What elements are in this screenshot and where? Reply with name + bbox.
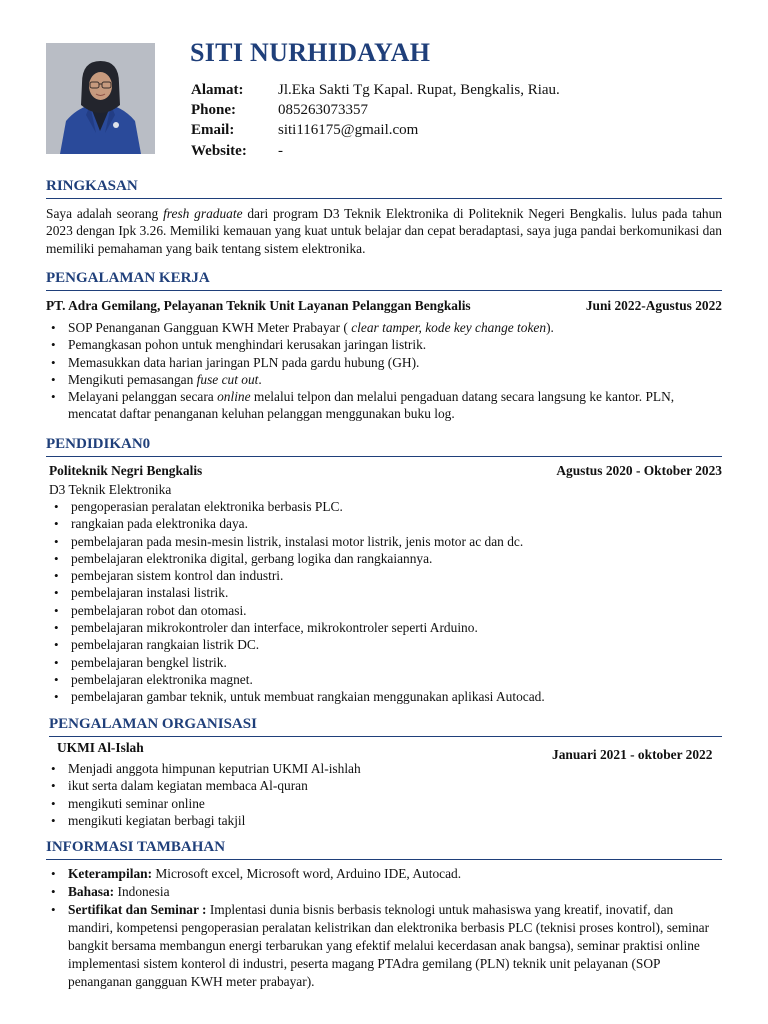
company-name: PT. Adra Gemilang, Pelayanan Teknik Unit Layanan Pelanggan Bengkalis <box>46 298 471 313</box>
list-item: • pembelajaran elektronika magnet. <box>49 671 722 688</box>
list-item: • pembelajaran mikrokontroler dan interface, mikrokontroler seperti Arduino. <box>49 619 722 636</box>
contact-label: Alamat: <box>191 81 244 98</box>
list-item: • Bahasa: Indonesia <box>46 883 722 901</box>
contact-label: Email: <box>191 122 235 139</box>
organization-list <box>46 760 722 829</box>
education-header <box>49 462 722 479</box>
profile-photo <box>46 43 155 154</box>
additional-list <box>46 865 722 991</box>
experience-header <box>46 297 722 314</box>
contact-website <box>191 141 560 161</box>
section-title-education: PENDIDIKAN0 <box>46 435 722 457</box>
contact-value: siti116175@gmail.com <box>278 122 419 139</box>
contact-email <box>191 121 560 141</box>
list-item: • pengoperasian peralatan elektronika berbasis PLC. <box>49 498 722 515</box>
person-portrait-icon <box>46 43 155 154</box>
contact-label: Phone: <box>191 101 236 118</box>
list-item: • pembelajaran instalasi listrik. <box>49 584 722 601</box>
section-title-summary: RINGKASAN <box>46 177 722 199</box>
list-item: • Keterampilan: Microsoft excel, Microsoft word, Arduino IDE, Autocad. <box>46 865 722 883</box>
contact-value: 085263073357 <box>278 101 368 118</box>
summary-text <box>46 205 722 257</box>
list-item: • pembelajaran bengkel listrik. <box>49 654 722 671</box>
contact-value: Jl.Eka Sakti Tg Kapal. Rupat, Bengkalis, Riau. <box>278 81 560 98</box>
contact-address <box>191 80 560 100</box>
list-item: • Mengikuti pemasangan fuse cut out. <box>46 371 722 388</box>
candidate-name: SITI NURHIDAYAH <box>190 38 431 67</box>
list-item: • rangkaian pada elektronika daya. <box>49 515 722 532</box>
list-item: • ikut serta dalam kegiatan membaca Al-quran <box>46 777 722 794</box>
list-item: • Pemangkasan pohon untuk menghindari kerusakan jaringan listrik. <box>46 336 722 353</box>
summary-text-part: Saya adalah seorang <box>46 206 164 221</box>
contact-block <box>191 80 560 161</box>
education-major: D3 Teknik Elektronika <box>49 482 172 497</box>
list-item: • pembelajaran robot dan otomasi. <box>49 602 722 619</box>
contact-phone <box>191 100 560 120</box>
list-item: • pembelajaran elektronika digital, gerbang logika dan rangkaiannya. <box>49 550 722 567</box>
organization-name: UKMI Al-Islah <box>57 740 144 755</box>
list-item: • mengikuti seminar online <box>46 795 722 812</box>
list-item: • pembelajaran rangkaian listrik DC. <box>49 636 722 653</box>
list-item: • pembejaran sistem kontrol dan industri. <box>49 567 722 584</box>
list-item: • mengikuti kegiatan berbagi takjil <box>46 812 722 829</box>
list-item: • pembelajaran pada mesin-mesin listrik, instalasi motor listrik, jenis motor ac dan dc. <box>49 533 722 550</box>
summary-text-italic: fresh graduate <box>163 206 243 221</box>
school-name: Politeknik Negri Bengkalis <box>49 463 203 478</box>
experience-period: Juni 2022-Agustus 2022 <box>585 298 722 313</box>
contact-label: Website: <box>191 142 247 159</box>
list-item: • Melayani pelanggan secara online melalui telpon dan melalui pengaduan datang secara langsung ke kantor. PLN, mencatat daftar penanganan keluhan pelanggan menggunakan buku log. <box>46 388 722 423</box>
list-item: • Memasukkan data harian jaringan PLN pada gardu hubung (GH). <box>46 354 722 371</box>
contact-value: - <box>278 142 283 159</box>
section-title-experience: PENGALAMAN KERJA <box>46 269 722 291</box>
list-item: • SOP Penanganan Gangguan KWH Meter Prabayar ( clear tamper, kode key change token). <box>46 319 722 336</box>
list-item: • Menjadi anggota himpunan keputrian UKMI Al-ishlah <box>46 760 722 777</box>
list-item: • Sertifikat dan Seminar : Implentasi dunia bisnis berbasis teknologi untuk mahasiswa yang kreatif, inovatif, dan mandiri, kompetensi pengoperasian peralatan kelistrikan dan elektronika berbasis PLC (teknisi proses kontrol), seminar bangkit bersama membangun energi terbarukan yang efektif melalui kecerdasan anak bangsa), seminar praktisi online implementasi sistem konterol di industri, peserta magang PTAdra gemilang (PLN) teknik unit pelayanan (SOP penanganan gangguan KWH meter prabayar). <box>46 901 722 991</box>
section-title-organization: PENGALAMAN ORGANISASI <box>49 715 722 737</box>
section-title-additional: INFORMASI TAMBAHAN <box>46 838 722 860</box>
education-list <box>49 498 722 706</box>
organization-period: Januari 2021 - oktober 2022 <box>552 747 713 762</box>
experience-list <box>46 319 722 423</box>
summary-text-part: dari program D3 Teknik Elektronika di Politeknik Negeri Bengkalis. lulus pada tahun 2023 dengan Ipk 3.26. Memiliki kemauan yang kuat untuk belajar dan cepat beradaptasi, saya juga pandai berkomunikasi dan memiliki pemahaman yang baik tentang sistem elektronika. <box>46 206 722 256</box>
list-item: • pembelajaran gambar teknik, untuk membuat rangkaian menggunakan aplikasi Autocad. <box>49 688 722 705</box>
education-period: Agustus 2020 - Oktober 2023 <box>556 463 722 478</box>
